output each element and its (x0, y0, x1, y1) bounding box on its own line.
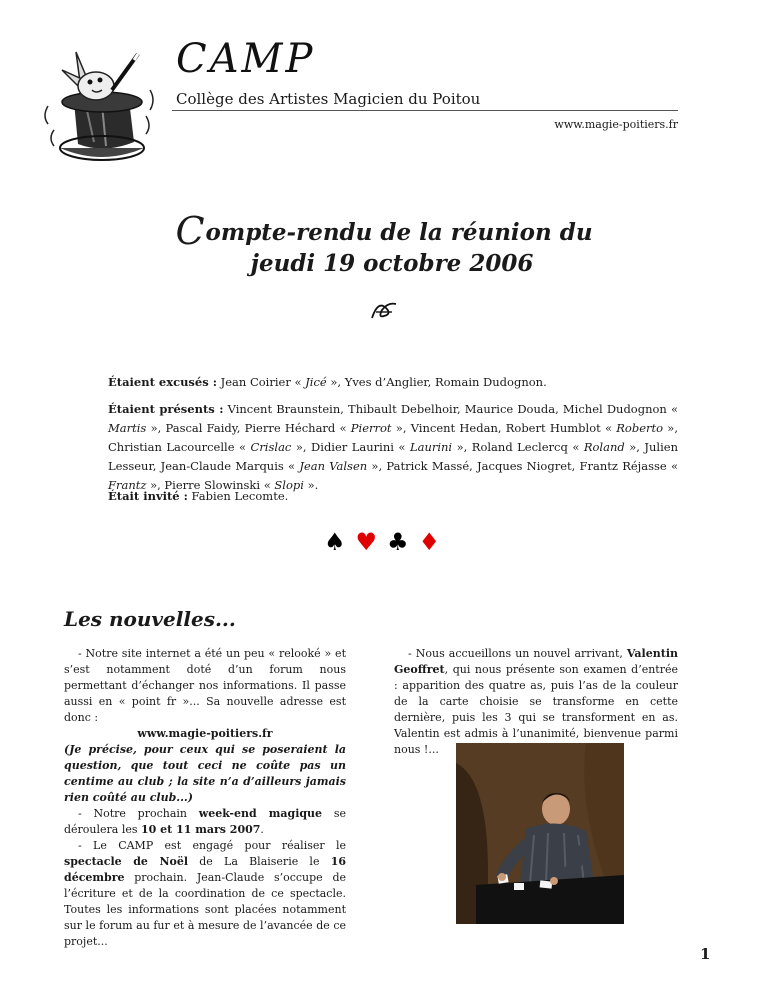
report-title-initial: C (175, 209, 205, 253)
present-text: Vincent Braunstein, Thibault Debelhoir, Maurice Douda, Michel Dudognon « (223, 402, 678, 416)
news-paragraph: - Notre site internet a été un peu « relooké » et s’est notamment doté d’un forum nous permettant d’échanger nos informations. Il passe aussi en « point fr »... Sa nouvelle adresse est donc : (64, 647, 346, 724)
present-text: », Didier Laurini « (291, 440, 410, 454)
present-nickname: Roland (583, 440, 625, 454)
present-nickname: Pierrot (350, 421, 392, 435)
news-text: de La Blaiserie le (188, 855, 331, 868)
news-paragraph (394, 646, 678, 758)
present-nickname: Slopi (274, 478, 304, 492)
present-text: ». (303, 478, 319, 492)
present-nickname: Roberto (616, 421, 664, 435)
excused-list (108, 373, 678, 392)
present-text: », Patrick Massé, Jacques Niogret, Frantz Réjasse « (367, 459, 678, 473)
present-list (108, 400, 678, 495)
club-full-name: Collège des Artistes Magicien du Poitou (176, 90, 481, 108)
header-divider (172, 110, 678, 111)
present-text: », Pierre Slowinski « (146, 478, 275, 492)
news-text: . (260, 823, 264, 836)
news-aside: (Je précise, pour ceux qui se poseraient la question, que tout ceci ne coûte pas un centime au club ; la site n’a d’ailleurs jamais rien coûté au club...) (64, 743, 346, 804)
news-website-url[interactable]: www.magie-poitiers.fr (137, 727, 273, 740)
present-text: », Christian Lacourcelle « (108, 421, 678, 454)
present-nickname: Frantz (108, 478, 147, 492)
news-text: - Notre prochain (78, 807, 199, 820)
guest-name: Fabien Lecomte. (187, 489, 289, 503)
news-highlight: Valentin Geoffret (394, 647, 678, 676)
report-title-line1-text: ompte-rendu de la réunion du (205, 219, 593, 246)
flourish-ornament-icon (368, 298, 400, 322)
news-text: - Nous accueillons un nouvel arrivant, (408, 647, 627, 660)
present-nickname: Martis (108, 421, 147, 435)
news-text: se déroulera les (64, 807, 346, 836)
guest-list (108, 487, 678, 506)
magician-performance-photo (456, 743, 624, 924)
news-text: - Le CAMP est engagé pour réaliser le (78, 839, 346, 852)
guest-label: Était invité : (108, 489, 188, 503)
present-text: », Julien Lesseur, Jean-Claude Marquis « (108, 440, 678, 473)
heart-icon: ♥ (355, 528, 388, 556)
news-highlight: 10 et 11 mars 2007 (141, 823, 261, 836)
news-highlight: 16 décembre (64, 855, 346, 884)
report-title-line1 (0, 209, 768, 253)
report-title (0, 209, 768, 279)
news-paragraph (64, 806, 346, 838)
diamond-icon: ♦ (418, 528, 451, 556)
present-text: », Vincent Hedan, Robert Humblot « (391, 421, 617, 435)
magician-hat-logo (34, 30, 164, 166)
news-left-column (64, 646, 346, 950)
news-section-title: Les nouvelles... (64, 607, 236, 631)
excused-text: », Yves d’Anglier, Romain Dudognon. (326, 375, 547, 389)
present-text: », Pascal Faidy, Pierre Héchard « (146, 421, 351, 435)
club-acronym-title: CAMP (176, 36, 316, 82)
news-text: prochain. Jean-Claude s’occupe de l’écriture et de la coordination de ce spectacle. Toutes les informations sont placées notamment sur le forum au fur et à mesure de l’avancée de ce projet... (64, 871, 346, 948)
card-suits-divider (324, 528, 450, 556)
website-link[interactable]: www.magie-poitiers.fr (554, 118, 678, 131)
excused-label: Étaient excusés : (108, 375, 217, 389)
excused-nickname: Jicé (305, 375, 327, 389)
spade-icon: ♠ (324, 528, 356, 556)
news-text: , qui nous présente son examen d’entrée : apparition des quatre as, puis l’as de la couleur de la carte choisie se transforme en cette dernière, puis les 3 qui se transforment en as. Valentin est admis à l’unanimité, bienvenue parmi nous !... (394, 663, 678, 756)
news-highlight: week-end magique (198, 807, 323, 820)
news-highlight: spectacle de Noël (64, 855, 189, 868)
present-nickname: Crislac (250, 440, 292, 454)
present-text: », Roland Leclercq « (452, 440, 584, 454)
present-nickname: Laurini (409, 440, 453, 454)
news-paragraph (64, 838, 346, 950)
present-nickname: Jean Valsen (299, 459, 368, 473)
report-title-date: jeudi 19 octobre 2006 (250, 250, 534, 277)
news-right-column (394, 646, 678, 758)
page-number: 1 (700, 945, 711, 963)
excused-text: Jean Coirier « (216, 375, 306, 389)
club-icon: ♣ (387, 528, 419, 556)
present-label: Étaient présents : (108, 402, 224, 416)
